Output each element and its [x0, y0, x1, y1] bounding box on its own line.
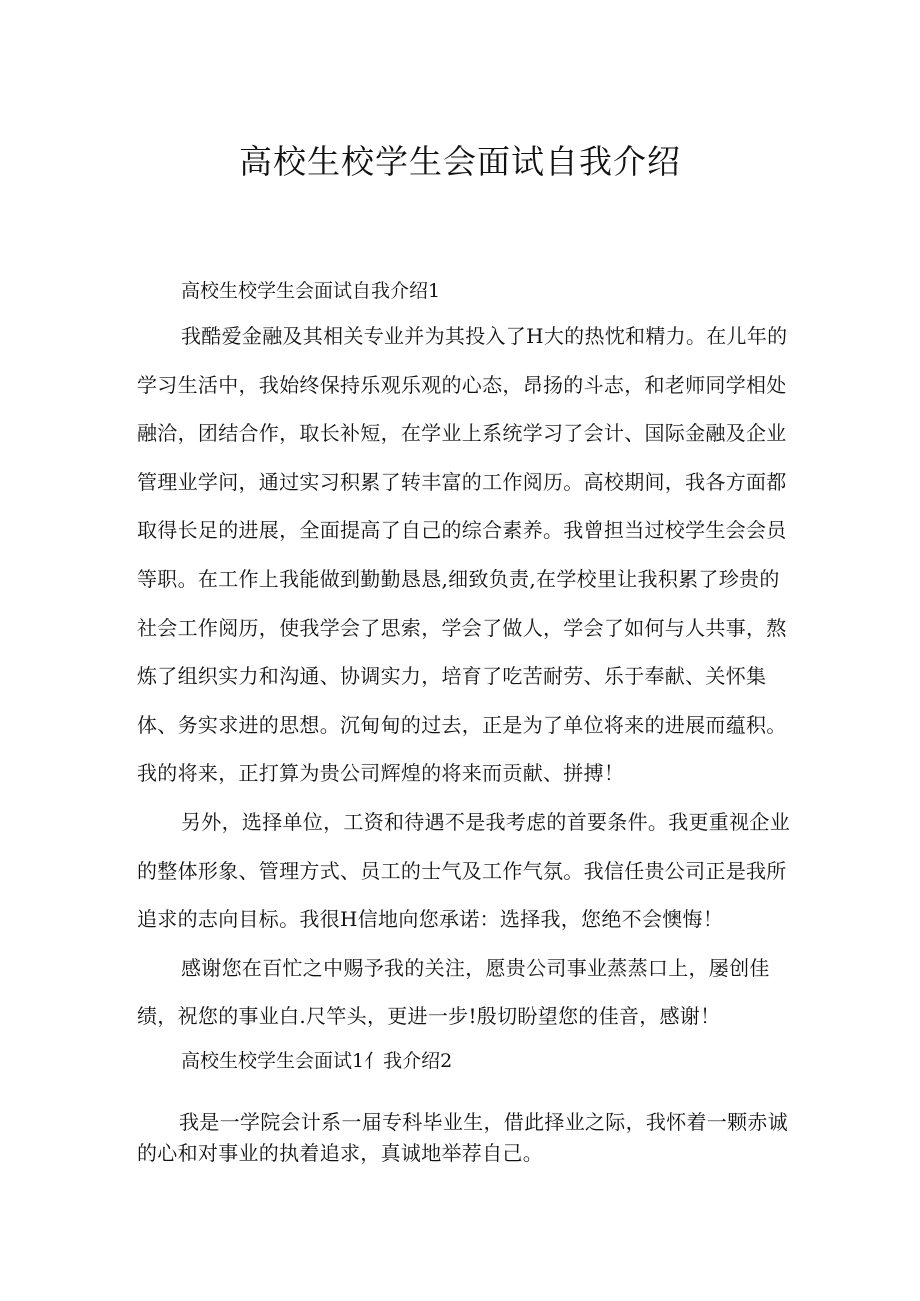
- section-1-body: [137, 312, 797, 1041]
- section-heading-2: 高校生校学生会面试1亻我介绍2: [181, 1050, 453, 1072]
- section-2-body: [137, 1107, 797, 1169]
- document-title: 高校生校学生会面试自我介绍: [239, 142, 681, 181]
- paragraph: 我是一学院会计系一届专科毕业生，借此择业之际，我怀着一颗赤诚的心和对事业的执着追求，真诚地举荐自己。: [137, 1110, 788, 1165]
- paragraph: 我酷爱金融及其相关专业并为其投入了H大的热忱和精力。在儿年的学习生活中，我始终保持乐观乐观的心态，昂扬的斗志，和老师同学相处融洽，团结合作，取长补短，在学业上系统学习了会计、国际金融及企业管理业学问，通过实习积累了转丰富的工作阅历。高校期间，我各方面都取得长足的进展，全面提高了自己的综合素养。我曾担当过校学生会会员等职。在工作上我能做到勤勤恳恳,细致负责,在学校里让我积累了珍贵的社会工作阅历，使我学会了思索，学会了做人，学会了如何与人共事，熬炼了组织实力和沟通、协调实力，培育了吃苦耐劳、乐于奉献、关怀集体、务实求进的思想。沉甸甸的过去，正是为了单位将来的进展而蕴积。我的将来，正打算为贵公司辉煌的将来而贡献、拼搏！: [137, 324, 788, 786]
- section-heading-1: 高校生校学生会面试自我介绍1: [181, 280, 441, 302]
- paragraph: 感谢您在百忙之中赐予我的关注，愿贵公司事业蒸蒸口上，屡创佳绩，祝您的事业白.尺竿头，更进一步!殷切盼望您的佳音，感谢！: [137, 955, 770, 1029]
- paragraph: 另外，选择单位，工资和待遇不是我考虑的首要条件。我更重视企业的整体形象、管理方式、员工的士气及工作气氛。我信任贵公司正是我所追求的志向目标。我很H信地向您承诺：选择我，您绝不会懊悔！: [137, 809, 790, 932]
